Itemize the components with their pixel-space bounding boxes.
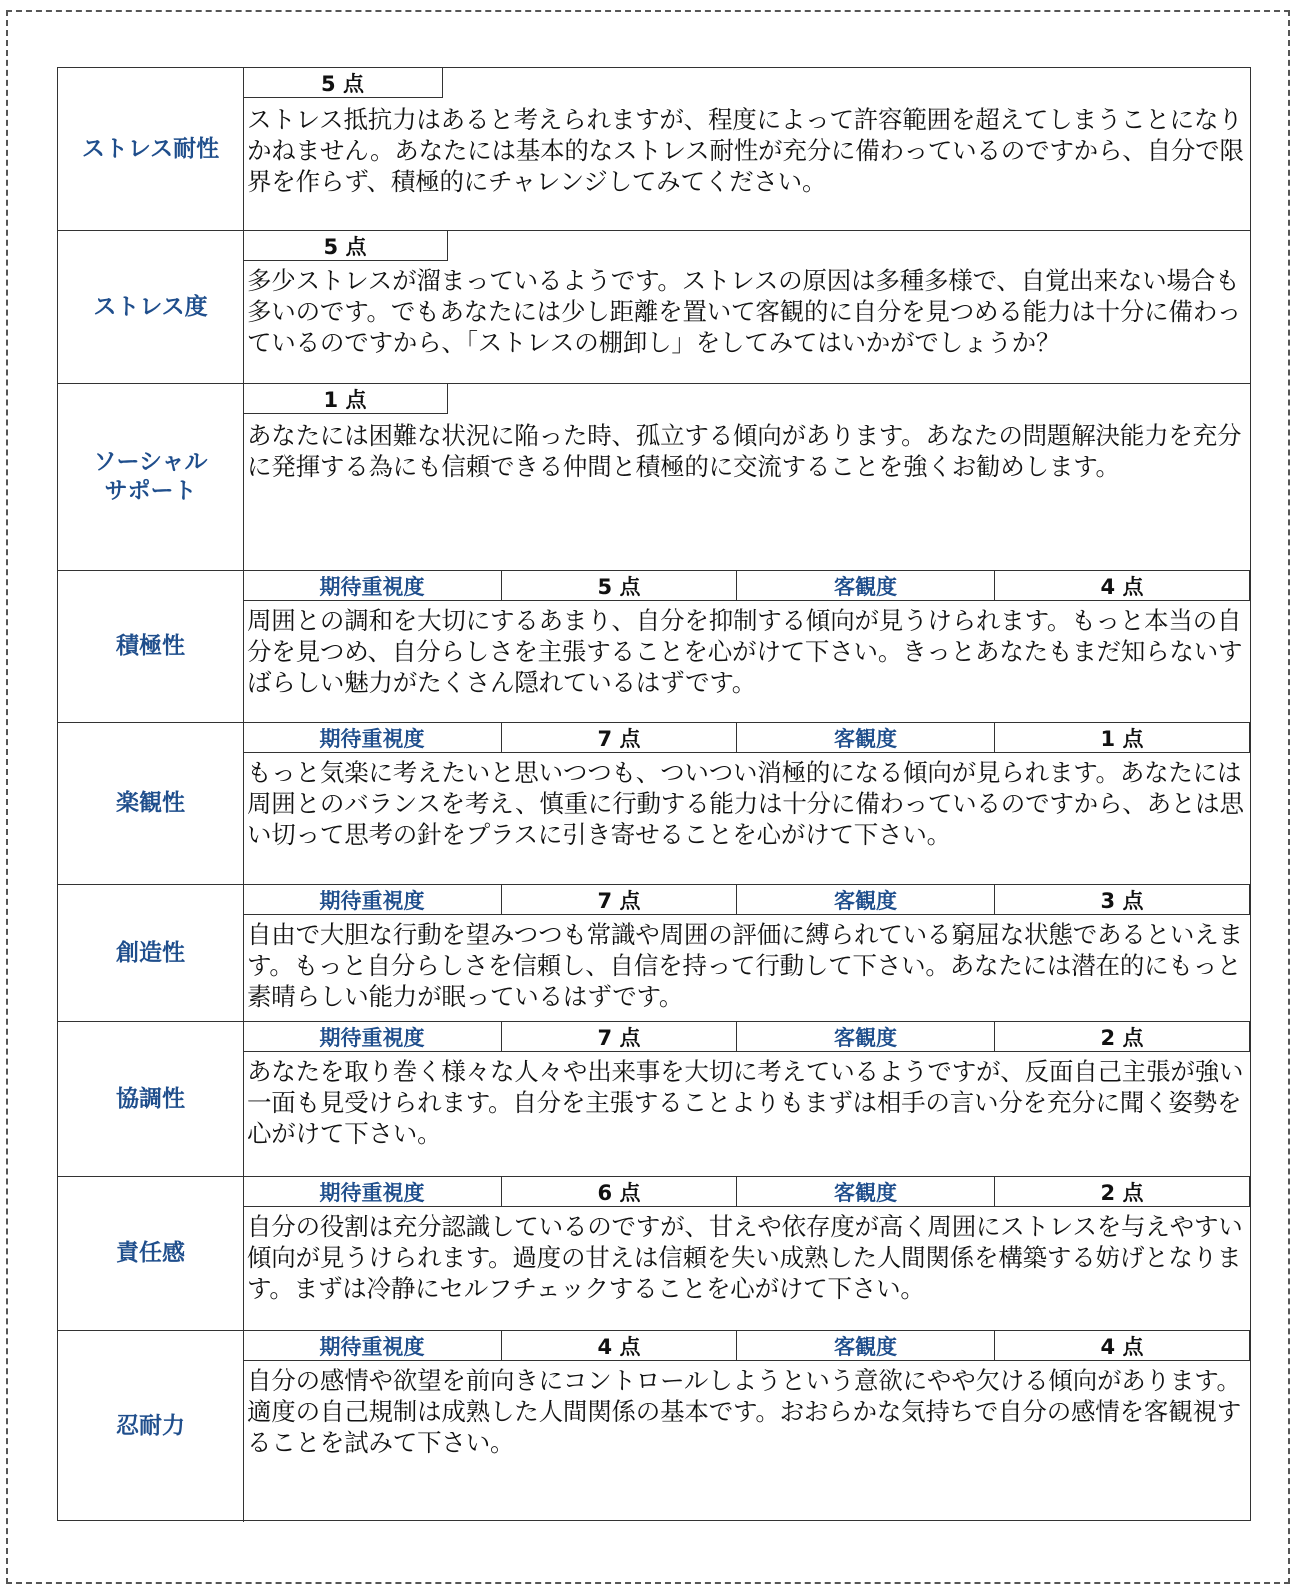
assessment-sheet [57,67,1251,1521]
score-header [243,885,1250,915]
score-header [243,1331,1250,1361]
section-comment: 自分の感情や欲望を前向きにコントロールしようという意欲にやや欠ける傾向があります。適度の自己規制は成熟した人間関係の基本です。おおらかな気持ちで自分の感情を客観視することを試みて下さい。 [247,1366,1242,1457]
objectivity-header: 客観度 [736,1022,994,1051]
expectation-score: 7 点 [501,723,736,752]
section-stress-tolerance [58,68,1250,231]
section-comment: あなたには困難な状況に陥った時、孤立する傾向があります。あなたの問題解決能力を充分に発揮する為にも信頼できる仲間と積極的に交流することを強くお勧めします。 [247,421,1242,481]
section-social-support [58,384,1250,571]
objectivity-header: 客観度 [736,1177,994,1206]
score-value: 5 点 [321,71,364,96]
expectation-score: 5 点 [501,571,736,600]
objectivity-header: 客観度 [736,1331,994,1360]
score-header [243,384,448,414]
section-label: 楽観性 [58,723,244,884]
section-comment: もっと気楽に考えたいと思いつつも、ついつい消極的になる傾向が見られます。あなたには周囲とのバランスを考え、慎重に行動する能力は十分に備わっているのですから、あとは思い切って思考の針をプラスに引き寄せることを心がけて下さい。 [247,758,1244,849]
section-comment: 周囲との調和を大切にするあまり、自分を抑制する傾向が見うけられます。もっと本当の自分を見つめ、自分らしさを主張することを心がけて下さい。きっとあなたもまだ知らないすばらしい魅力がたくさん隠れているはずです。 [247,606,1243,697]
section-responsibility [58,1177,1250,1331]
section-comment: 多少ストレスが溜まっているようです。ストレスの原因は多種多様で、自覚出来ない場合も多いのです。でもあなたには少し距離を置いて客観的に自分を見つめる能力は十分に備わっているのですから、「ストレスの棚卸し」をしてみてはいかがでしょうか？ [247,266,1242,357]
expectation-header: 期待重視度 [319,726,425,751]
expectation-header: 期待重視度 [319,888,425,913]
expectation-score: 7 点 [501,885,736,914]
score-header [243,68,443,98]
section-comment: ストレス抵抗力はあると考えられますが、程度によって許容範囲を超えてしまうことになりかねません。あなたには基本的なストレス耐性が充分に備わっているのですから、自分で限界を作らず、積極的にチャレンジしてみてください。 [247,105,1244,196]
section-label: 責任感 [58,1177,244,1330]
section-label: 忍耐力 [58,1331,244,1522]
objectivity-score: 2 点 [994,1177,1249,1206]
section-creativity [58,885,1250,1022]
score-value: 1 点 [323,387,367,412]
objectivity-header: 客観度 [736,571,994,600]
section-proactiveness [58,571,1250,723]
expectation-score: 7 点 [501,1022,736,1051]
objectivity-header: 客観度 [736,885,994,914]
objectivity-score: 4 点 [994,571,1249,600]
section-label: ストレス耐性 [58,68,244,230]
section-label: 協調性 [58,1022,244,1176]
section-stress-level [58,231,1250,384]
expectation-header: 期待重視度 [319,1334,425,1359]
objectivity-header: 客観度 [736,723,994,752]
score-header [243,723,1250,753]
section-label: 積極性 [58,571,244,722]
section-comment: あなたを取り巻く様々な人々や出来事を大切に考えているようですが、反面自己主張が強い一面も見受けられます。自分を主張することよりもまずは相手の言い分を充分に聞く姿勢を心がけて下さい。 [247,1057,1244,1148]
expectation-score: 6 点 [501,1177,736,1206]
expectation-header: 期待重視度 [319,1180,425,1205]
objectivity-score: 3 点 [994,885,1249,914]
objectivity-score: 1 点 [994,723,1249,752]
section-label: ソーシャル サポート [58,384,244,570]
section-patience [58,1331,1250,1522]
section-comment: 自分の役割は充分認識しているのですが、甘えや依存度が高く周囲にストレスを与えやすい傾向が見うけられます。過度の甘えは信頼を失い成熟した人間関係を構築する妨げとなります。まずは冷静にセルフチェックすることを心がけて下さい。 [247,1212,1243,1303]
section-label: 創造性 [58,885,244,1021]
objectivity-score: 4 点 [994,1331,1249,1360]
section-label: ストレス度 [58,231,244,383]
score-header [243,571,1250,601]
score-header [243,1022,1250,1052]
objectivity-score: 2 点 [994,1022,1249,1051]
score-header [243,1177,1250,1207]
expectation-header: 期待重視度 [319,1025,425,1050]
expectation-header: 期待重視度 [319,574,425,599]
section-optimism [58,723,1250,885]
section-comment: 自由で大胆な行動を望みつつも常識や周囲の評価に縛られている窮屈な状態であるといえます。もっと自分らしさを信頼し、自信を持って行動して下さい。あなたには潜在的にもっと素晴らしい能力が眠っているはずです。 [247,920,1243,1011]
score-header [243,231,448,261]
expectation-score: 4 点 [501,1331,736,1360]
score-value: 5 点 [323,234,367,259]
section-cooperativeness [58,1022,1250,1177]
